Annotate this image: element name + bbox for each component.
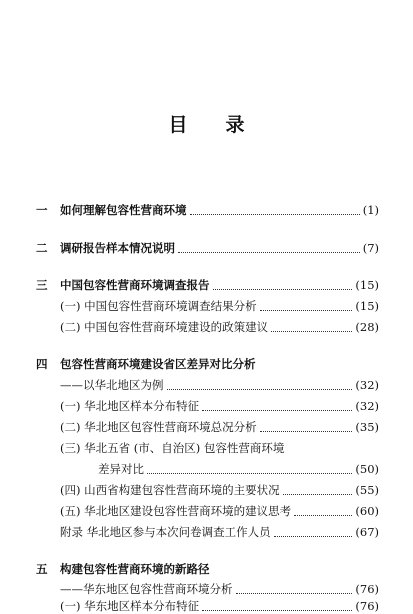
entry-page: (15) <box>355 299 379 313</box>
entry-title: (五) 华北地区建设包容性营商环境的建议思考 <box>60 504 292 518</box>
entry-page: (7) <box>362 241 379 255</box>
entry-page: (60) <box>355 504 379 518</box>
leader-dots <box>190 205 360 215</box>
toc-entry[interactable] <box>36 319 379 335</box>
entry-subtitle: ——华东地区包容性营商环境分析 <box>60 582 233 596</box>
entry-title: 如何理解包容性营商环境 <box>60 203 187 217</box>
toc-entry[interactable] <box>36 202 379 218</box>
leader-dots <box>260 422 353 432</box>
entry-page: (76) <box>355 582 379 596</box>
leader-dots <box>283 485 353 495</box>
entry-title: 差异对比 <box>98 462 144 476</box>
leader-dots <box>147 464 352 474</box>
leader-dots <box>294 506 352 516</box>
toc-entry[interactable] <box>36 398 379 414</box>
entry-title: 调研报告样本情况说明 <box>60 241 175 255</box>
leader-dots <box>178 243 360 253</box>
toc-entry[interactable] <box>36 503 379 519</box>
chapter-number: 三 <box>36 278 48 292</box>
entry-title: (一) 华北地区样本分布特征 <box>60 399 200 413</box>
leader-dots <box>271 322 352 332</box>
toc-entry[interactable] <box>36 482 379 498</box>
leader-dots <box>167 380 353 390</box>
entry-title: (四) 山西省构建包容性营商环境的主要状况 <box>60 483 280 497</box>
toc-entry[interactable] <box>36 598 379 614</box>
leader-dots <box>202 601 352 611</box>
toc-entry[interactable] <box>36 419 379 435</box>
leader-dots <box>213 280 353 290</box>
entry-page: (1) <box>362 203 379 217</box>
chapter-number: 一 <box>36 203 48 217</box>
toc-entry[interactable] <box>36 356 379 372</box>
entry-page: (32) <box>355 378 379 392</box>
entry-title: 构建包容性营商环境的新路径 <box>60 562 210 576</box>
entry-page: (28) <box>355 320 379 334</box>
entry-page: (55) <box>355 483 379 497</box>
entry-page: (32) <box>355 399 379 413</box>
chapter-number: 五 <box>36 562 48 576</box>
toc-entry[interactable] <box>36 524 379 540</box>
entry-title: (二) 华北地区包容性营商环境总况分析 <box>60 420 257 434</box>
leader-dots <box>202 401 352 411</box>
toc-entry[interactable] <box>36 240 379 256</box>
entry-subtitle: ——以华北地区为例 <box>60 378 164 392</box>
chapter-number: 二 <box>36 241 48 255</box>
leader-dots <box>274 527 353 537</box>
title-char-1: 目 <box>168 114 188 136</box>
leader-dots <box>236 584 353 594</box>
chapter-number: 四 <box>36 357 48 371</box>
title-char-2: 录 <box>225 114 245 136</box>
toc-entry[interactable] <box>36 298 379 314</box>
page-title <box>0 110 413 137</box>
entry-title: 包容性营商环境建设省区差异对比分析 <box>60 357 256 371</box>
entry-title: (一) 华东地区样本分布特征 <box>60 599 200 613</box>
entry-page: (15) <box>355 278 379 292</box>
entry-title: (一) 中国包容性营商环境调查结果分析 <box>60 299 257 313</box>
entry-page: (76) <box>355 599 379 613</box>
leader-dots <box>260 301 353 311</box>
entry-page: (67) <box>355 525 379 539</box>
toc-entry[interactable] <box>36 277 379 293</box>
entry-title: 附录 华北地区参与本次问卷调查工作人员 <box>60 525 271 539</box>
toc-entry[interactable] <box>36 581 379 597</box>
entry-title: (二) 中国包容性营商环境建设的政策建议 <box>60 320 269 334</box>
toc-entry[interactable] <box>36 440 379 456</box>
toc-entry[interactable] <box>36 561 379 577</box>
entry-page: (35) <box>355 420 379 434</box>
entry-title: 中国包容性营商环境调查报告 <box>60 278 210 292</box>
toc-entry-continued[interactable] <box>36 461 379 477</box>
toc-entry[interactable] <box>36 377 379 393</box>
entry-title: (三) 华北五省 (市、自治区) 包容性营商环境 <box>60 441 285 455</box>
entry-page: (50) <box>355 462 379 476</box>
